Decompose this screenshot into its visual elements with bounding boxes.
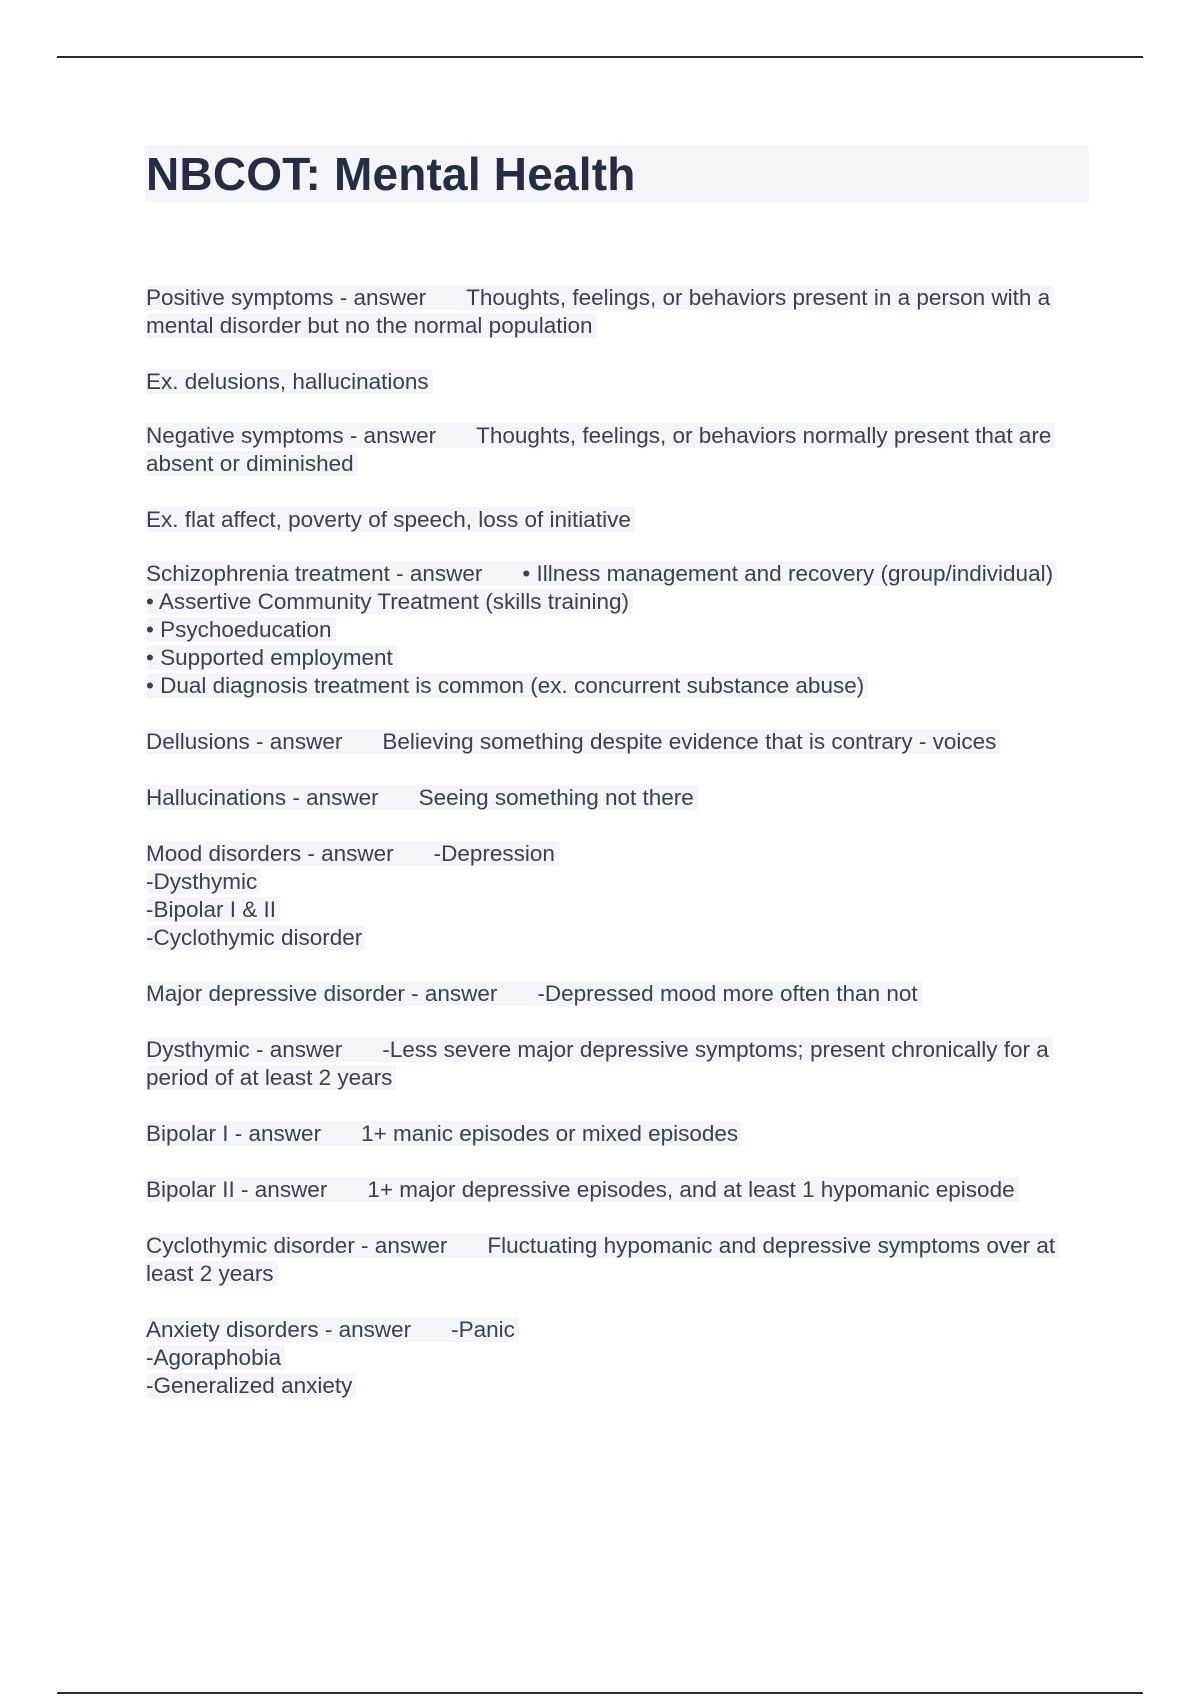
entry-line: -Dysthymic xyxy=(146,868,1096,896)
entry-line: • Dual diagnosis treatment is common (ex. concurrent substance abuse) xyxy=(146,672,1096,700)
entry-term: Mood disorders - answer xyxy=(146,841,394,866)
entry-main-line xyxy=(146,560,1096,588)
entry-definition: -Depressed mood more often than not xyxy=(537,981,918,1006)
entry-term: Dysthymic - answer xyxy=(146,1037,343,1062)
flashcard-entry xyxy=(146,1316,1096,1400)
entry-definition: -Depression xyxy=(433,841,555,866)
entry-line: -Bipolar I & II xyxy=(146,896,1096,924)
entry-term: Anxiety disorders - answer xyxy=(146,1317,412,1342)
entry-definition: Thoughts, feelings, or behaviors present in a person with a mental disorder but no the normal population xyxy=(146,285,1051,338)
flashcard-entry xyxy=(146,1120,1096,1148)
entry-term: Negative symptoms - answer xyxy=(146,423,437,448)
flashcard-entry xyxy=(146,1036,1096,1092)
entry-term: Bipolar II - answer xyxy=(146,1177,328,1202)
entry-definition: • Illness management and recovery (group/individual) xyxy=(522,561,1054,586)
entry-definition: -Less severe major depressive symptoms; present chronically for a period of at least 2 years xyxy=(146,1037,1049,1090)
entry-term: Schizophrenia treatment - answer xyxy=(146,561,483,586)
flashcard-entry xyxy=(146,422,1096,478)
example-line xyxy=(146,506,1096,534)
entry-line: -Agoraphobia xyxy=(146,1344,1096,1372)
page-title: NBCOT: Mental Health xyxy=(146,148,636,200)
entry-main-line xyxy=(146,1120,1096,1148)
flashcard-entry xyxy=(146,1176,1096,1204)
flashcard-entry xyxy=(146,728,1096,756)
entry-term: Dellusions - answer xyxy=(146,729,343,754)
entry-main-line xyxy=(146,1316,1096,1344)
entry-example: Ex. flat affect, poverty of speech, loss of initiative xyxy=(146,507,635,532)
entry-line: • Psychoeducation xyxy=(146,616,1096,644)
entry-definition: Believing something despite evidence that is contrary - voices xyxy=(382,729,997,754)
entry-main-line xyxy=(146,840,1096,868)
entry-main-line xyxy=(146,728,1096,756)
entry-line: • Supported employment xyxy=(146,644,1096,672)
entry-main-line xyxy=(146,1176,1096,1204)
example-line xyxy=(146,368,1096,396)
flashcard-entry xyxy=(146,560,1096,700)
top-rule xyxy=(57,56,1143,58)
entry-term: Positive symptoms - answer xyxy=(146,285,427,310)
entry-definition: 1+ manic episodes or mixed episodes xyxy=(361,1121,739,1146)
flashcard-entry xyxy=(146,784,1096,812)
entry-line: -Generalized anxiety xyxy=(146,1372,1096,1400)
entry-term: Bipolar I - answer xyxy=(146,1121,322,1146)
entry-line: • Assertive Community Treatment (skills training) xyxy=(146,588,1096,616)
entry-term: Hallucinations - answer xyxy=(146,785,379,810)
entry-definition: Fluctuating hypomanic and depressive symptoms over at least 2 years xyxy=(146,1233,1056,1286)
entry-definition: Thoughts, feelings, or behaviors normally present that are absent or diminished xyxy=(146,423,1052,476)
flashcard-entry xyxy=(146,840,1096,952)
entry-term: Cyclothymic disorder - answer xyxy=(146,1233,448,1258)
entry-main-line xyxy=(146,1232,1096,1288)
flashcard-entry xyxy=(146,284,1096,340)
entry-definition: 1+ major depressive episodes, and at least 1 hypomanic episode xyxy=(367,1177,1015,1202)
flashcard-list xyxy=(146,284,1096,1428)
entry-definition: Seeing something not there xyxy=(418,785,694,810)
bottom-rule xyxy=(57,1692,1143,1694)
flashcard-entry xyxy=(146,1232,1096,1288)
entry-line: -Cyclothymic disorder xyxy=(146,924,1096,952)
entry-term: Major depressive disorder - answer xyxy=(146,981,498,1006)
entry-definition: -Panic xyxy=(451,1317,515,1342)
flashcard-entry xyxy=(146,980,1096,1008)
entry-main-line xyxy=(146,784,1096,812)
entry-main-line xyxy=(146,422,1096,478)
entry-main-line xyxy=(146,284,1096,340)
entry-main-line xyxy=(146,1036,1096,1092)
entry-example: Ex. delusions, hallucinations xyxy=(146,369,433,394)
entry-main-line xyxy=(146,980,1096,1008)
